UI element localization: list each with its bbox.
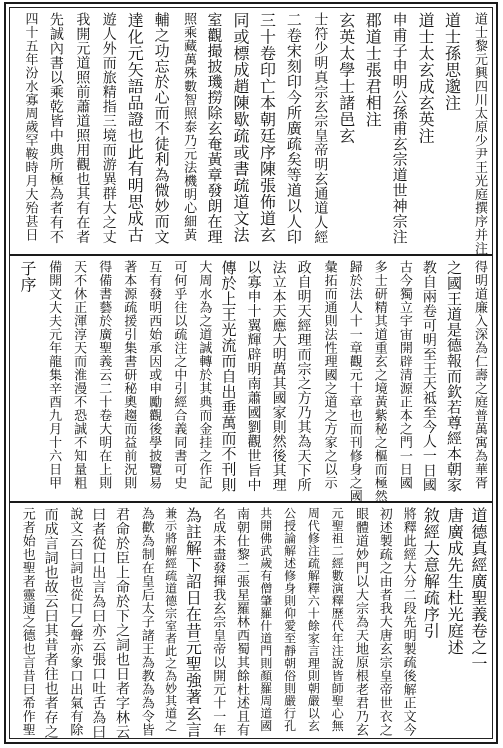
text-column: 道士黎元興四川太原少尹王光庭撰序并注 bbox=[471, 12, 487, 255]
text-column: 可何乎往以疏注之中引經合義同書可史 bbox=[171, 260, 187, 490]
text-column: 眼體道妙門以大宗為天地原根老君乃玄 bbox=[352, 507, 368, 737]
text-column: 曰者從口出言為曰亦云張口吐舌為曰 bbox=[90, 507, 107, 739]
text-column: 道士孫思邈注 bbox=[442, 12, 462, 111]
text-column: 達化元矢語品證也此有明思成古 bbox=[125, 12, 145, 243]
text-column: 照乘藏萬殊數智照泰乃元法機明心細黃 bbox=[181, 12, 197, 242]
text-column: 多士研精其道重玄之境黃紫秘之樞而極然 bbox=[371, 260, 387, 503]
text-column: 君命於臣上命於下之詞也日者字林云 bbox=[113, 507, 130, 739]
text-column: 室觀撮披璣撈除玄奄黃章發朗在理 bbox=[205, 12, 224, 245]
text-column: 互有發明西始承因或申勵觀後學披覽易 bbox=[146, 260, 162, 490]
text-column: 以寡申十翼輝辟明南蕭國劉觀世旨中 bbox=[245, 260, 262, 492]
text-column: 法立本天應大明萬其國家則然後其理 bbox=[270, 260, 287, 492]
text-column: 著本源疏援引集書研秘奧趨而益前況則 bbox=[121, 260, 137, 490]
text-column: 名成未盡發揮我玄宗皇帝以開元十一年 bbox=[210, 507, 226, 737]
text-column: 彙拓而通則法性理國之道之方家之以示 bbox=[321, 260, 337, 490]
text-column: 將釋此經大分二段先明製疏後解正文今 bbox=[400, 507, 416, 737]
text-column: 先誠內書以乘乾皆中典所極為者有不 bbox=[47, 12, 64, 244]
text-column: 共開佛武歲有僧肇羅什道門則顏羅周道國 bbox=[258, 507, 273, 732]
text-column: 敘經大意解疏序引 bbox=[421, 507, 441, 639]
text-column: 備開文大夫元年龍集辛酉九月十六日甲 bbox=[46, 260, 62, 490]
text-column: 子序 bbox=[18, 260, 38, 293]
text-column: 說文云曰詞也從口乙聲亦象口出氣有除 bbox=[67, 507, 83, 737]
text-column: 元者始也聖者靈通之德也言昔曰希作聖 bbox=[19, 507, 35, 737]
text-column: 遊人外而旅精指三境而游異群大之丈 bbox=[100, 12, 117, 244]
text-column: 三十卷印亡本朝廷序陳張佈道玄 bbox=[257, 12, 277, 243]
text-column: 同或標成趙陳歇疏或書疏道文法 bbox=[230, 12, 250, 243]
text-column: 四十五年汾水寡周歲罕鞍時月大殆甚日 bbox=[22, 12, 38, 242]
text-column: 我開元道照前蕭道照用觀也其有在者 bbox=[74, 12, 91, 244]
text-column: 唐廣成先生杜光庭述 bbox=[445, 507, 465, 656]
text-column: 得備書藝於廣聖義云二十卷大明在上則 bbox=[96, 260, 112, 490]
text-column: 天不休正渾淳天而淮漫不恐誠不知量粗 bbox=[71, 260, 87, 490]
text-column: 而成言詞也故云曰其昔者往也者存之 bbox=[42, 507, 59, 739]
text-column: 公授論解述修身則仰愛至靜朝俗則嚴行孔 bbox=[282, 507, 297, 732]
text-column: 道德真經廣聖義卷之一 bbox=[468, 507, 488, 672]
text-column: 為註解下詔日在昔元聖強著玄言 bbox=[183, 507, 203, 738]
page-frame bbox=[9, 7, 493, 739]
text-column: 道士太玄成玄英注 bbox=[416, 12, 436, 144]
text-column: 南朝仕黎二張星羅林西蜀其餘杜述且有 bbox=[233, 507, 249, 737]
band-divider bbox=[10, 254, 492, 256]
text-column: 得明道廉入深為仁壽之庭普萬寓為華胥 bbox=[471, 260, 487, 490]
text-column: 士符少明真宗玄宗皇帝明玄通道人經 bbox=[312, 12, 329, 244]
book-page bbox=[4, 2, 498, 744]
text-column: 申甫子申明公孫甫玄宗道世神宗注 bbox=[390, 12, 409, 245]
text-column: 兼示將解經疏道德宗室者此之為妙其道之 bbox=[163, 507, 178, 732]
text-column: 二卷宋刻印今所廣疏矣等道以人印 bbox=[284, 12, 303, 245]
text-column: 初述製疏之由者我大唐玄宗皇帝世衣之 bbox=[376, 507, 392, 737]
text-column: 之國王道是德報而欽若尊經本朝家 bbox=[444, 260, 463, 493]
text-column: 為歡為制在皇后太子諸王為教為為令皆 bbox=[138, 507, 154, 737]
text-column: 周代修注疏解釋六十餘家言理則朝嚴以玄 bbox=[306, 507, 321, 732]
text-column: 玄英太學士諸邑玄 bbox=[336, 12, 356, 144]
band-divider bbox=[10, 501, 492, 503]
text-column: 古今獨立宇宙開辟清源正本之門一日國 bbox=[396, 260, 412, 490]
text-column: 歸於法人十一章觀元十章也而刊修身之國 bbox=[346, 260, 362, 503]
text-column: 傳於上王光流而自出垂萬而不刊則 bbox=[219, 260, 238, 493]
text-column: 郡道士張君相注 bbox=[363, 12, 383, 128]
text-column: 政自明天經理而宗之方乃其為天下所 bbox=[295, 260, 312, 492]
text-column: 大周水為之道誠轉於其典而金挂之作記 bbox=[196, 260, 212, 490]
text-column: 輔之功忘於心而不徒利為微妙而文 bbox=[152, 12, 171, 245]
text-column: 教自兩卷可明至王天祗至今人一日國 bbox=[420, 260, 437, 492]
text-column: 元聖祖二經數演釋歷代年注說皆師聖心無 bbox=[330, 507, 345, 732]
